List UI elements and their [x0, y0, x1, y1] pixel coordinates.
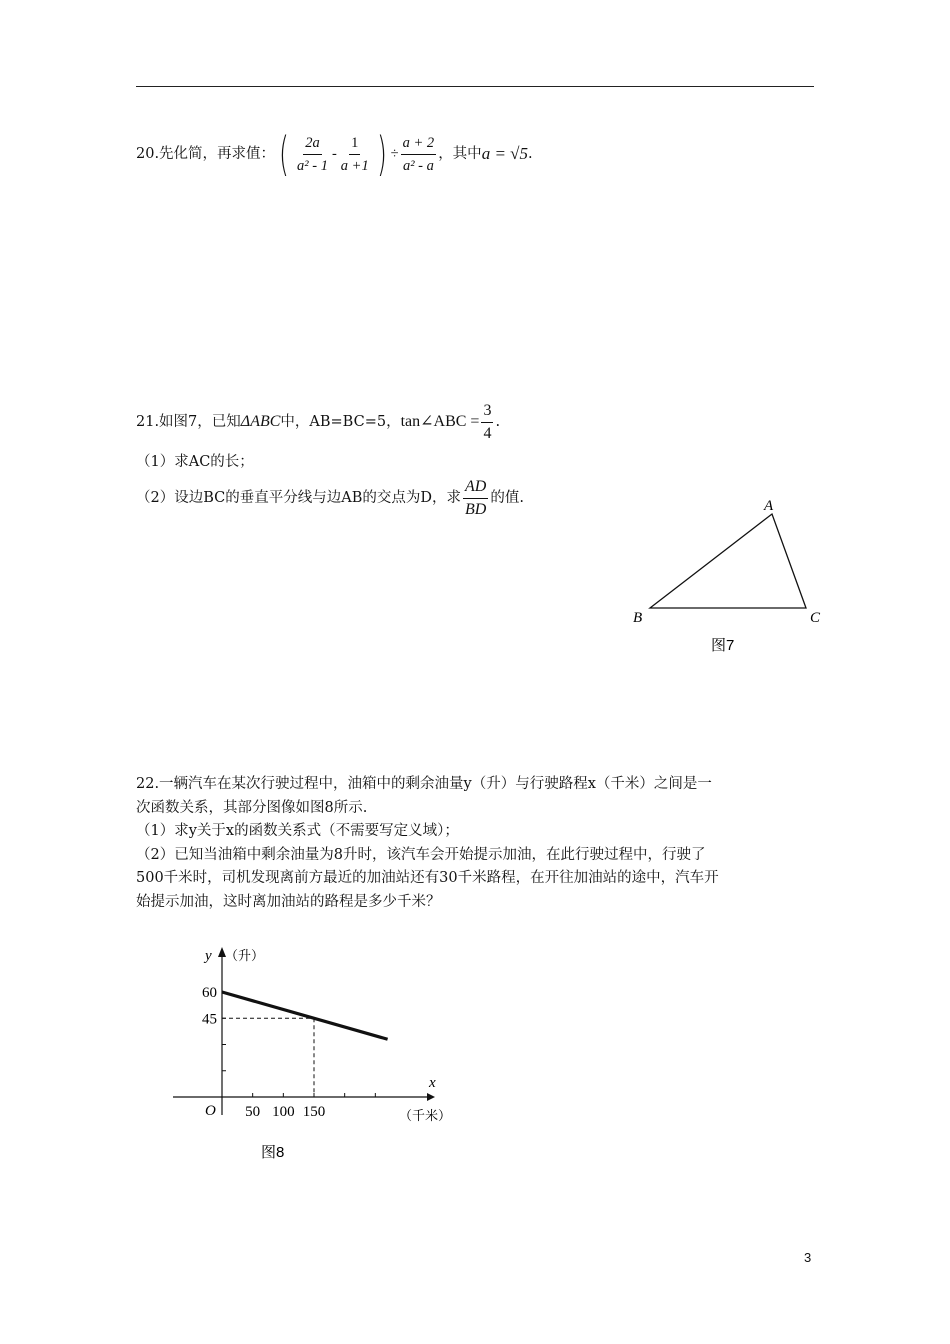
q21-triangle: ΔABC: [240, 413, 281, 430]
fraction-denominator: 4: [483, 424, 492, 442]
x-axis-label: x: [429, 1075, 436, 1091]
q21-mid-text: 中，AB=BC=5，: [280, 414, 401, 430]
q21-part-1: （1）求AC的长；: [136, 454, 254, 470]
fraction-numerator: a + 2: [401, 132, 437, 155]
y-axis-label: y: [205, 948, 212, 964]
question-22: [136, 773, 826, 914]
q20-condition: a = √5: [481, 144, 528, 163]
q22-line-6: 始提示加油，这时离加油站的路程是多少千米？: [136, 893, 441, 910]
fraction-denominator: a² - a: [402, 157, 434, 174]
q20-prefix: 20.先化简，再求值：: [136, 146, 276, 162]
fraction-numerator: AD: [463, 476, 488, 499]
x-tick-label: 150: [302, 1104, 326, 1120]
q20-mid-text: ，其中: [438, 146, 482, 162]
series-line: [222, 992, 388, 1039]
q21-part2-post: 的值.: [490, 490, 524, 506]
question-21: [136, 398, 500, 446]
q22-line-5: 500千米时，司机发现离前方最近的加油站还有30千米路程，在开往加油站的途中，汽车开: [136, 870, 719, 886]
q21-prefix: 21.如图7，已知: [136, 414, 241, 430]
q21-part-2: [136, 474, 524, 522]
fraction-numerator: 3: [481, 400, 493, 423]
triangle-abc: [650, 514, 806, 608]
q22-line-4: （2）已知当油箱中剩余油量为8升时，该汽车会开始提示加油，在此行驶过程中，行驶了: [136, 846, 706, 863]
figure-8-chart: [165, 935, 465, 1165]
figure-7-caption: 图7: [711, 637, 735, 654]
chart-ticks: [202, 985, 375, 1120]
figure-8-caption: 图8: [261, 1144, 285, 1161]
minus-sign: -: [331, 146, 337, 162]
y-tick-label: 45: [202, 1011, 217, 1028]
fraction-denominator: BD: [465, 500, 487, 518]
fraction-denominator: a² - 1: [297, 157, 328, 174]
question-20: [136, 127, 533, 181]
fraction-numerator: 2a: [303, 132, 322, 155]
page-number: 3: [804, 1250, 812, 1265]
vertex-b-label: B: [633, 610, 643, 626]
q20-fraction-1: [295, 132, 330, 177]
right-paren: ): [376, 127, 387, 181]
divide-sign: ÷: [390, 146, 399, 162]
y-tick-label: 60: [202, 985, 217, 1001]
q21-tan: tan∠ABC =: [400, 413, 480, 430]
origin-label: O: [205, 1103, 216, 1119]
q21-ratio-fraction: [463, 476, 488, 521]
q20-fraction-2: [339, 132, 371, 177]
q21-part2-text: （2）设边BC的垂直平分线与边AB的交点为D，求: [136, 490, 461, 506]
fraction-denominator: a +1: [340, 157, 369, 174]
x-tick-label: 100: [272, 1104, 295, 1120]
x-axis-unit: （千米）: [399, 1109, 452, 1124]
q22-line-1: 22.一辆汽车在某次行驶过程中，油箱中的剩余油量y（升）与行驶路程x（千米）之间是一: [136, 776, 712, 792]
header-rule: [136, 86, 814, 87]
x-axis-arrow: [427, 1093, 435, 1101]
q20-fraction-3: [401, 132, 437, 177]
fraction-numerator: 1: [349, 132, 360, 155]
figure-7-triangle: [620, 490, 840, 665]
q22-line-3: （1）求y关于x的函数关系式（不需要写定义域）；: [136, 823, 459, 839]
q20-end: .: [528, 146, 533, 162]
q21-tan-fraction: [481, 400, 493, 445]
vertex-c-label: C: [810, 610, 821, 626]
y-axis-unit: （升）: [225, 949, 265, 964]
vertex-a-label: A: [764, 498, 774, 514]
chart-guides: [222, 1018, 314, 1097]
q22-line-2: 次函数关系，其部分图像如图8所示.: [136, 799, 368, 816]
left-paren: (: [279, 127, 289, 181]
x-tick-label: 50: [245, 1104, 261, 1120]
q21-end: .: [495, 414, 501, 430]
